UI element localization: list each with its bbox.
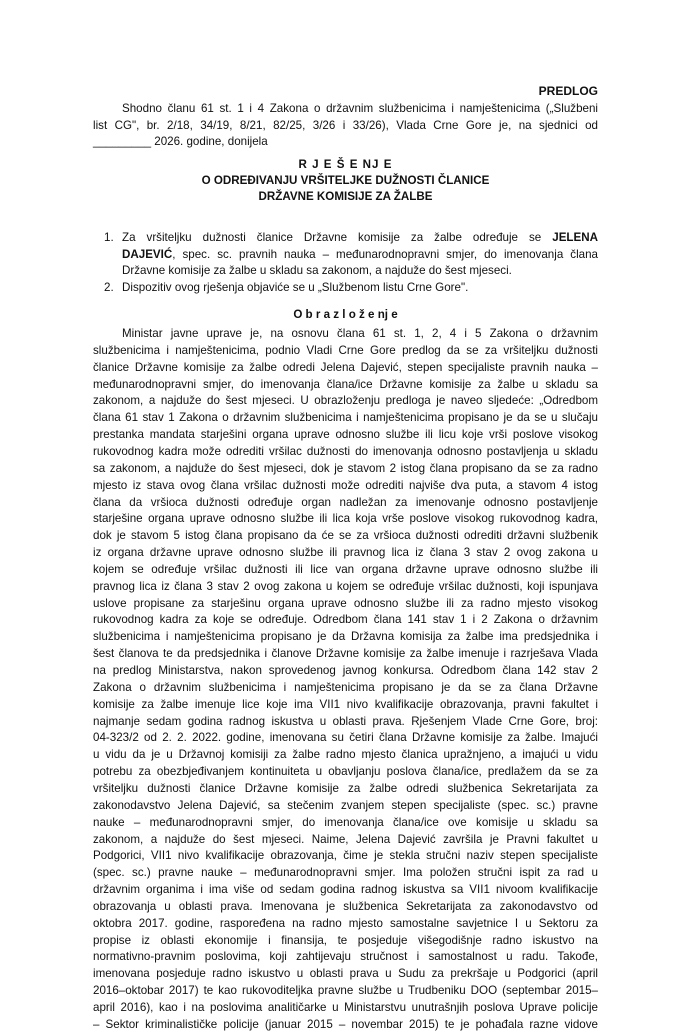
reasoning-line: mjesto iz stava ovog člana vršilac dužnosti može odrediti najviše dva puta, a stavom 4 istog (93, 478, 598, 492)
item-line: Državne komisije za žalbe u skladu sa zakonom, a najduže do šest mjeseci. (122, 264, 512, 278)
reasoning-line: propise iz oblasti ekonomije i finansija, te posjeduje višegodišnje radno iskustvo na (93, 933, 598, 947)
reasoning-line: najmanje sedam godina radnog iskustva u oblasti prava. Rješenjem Vlade Crne Gore, broj: (93, 714, 598, 728)
reasoning-line: rukovodnog kadra može odrediti vršilac dužnosti do imenovanja odnosno postavljenja u skladu (93, 444, 598, 458)
reasoning-line: obrazovanja u oblasti prava. Imenovana je službenica Sekretarijata za zakonodavstvo od (93, 899, 598, 913)
reasoning-line: šest članova te da predsjednika i članove Državne komisije za žalbe imenuje i razrješava Vlada (93, 647, 598, 661)
reasoning-line: potrebu za obezbjeđivanjem kontinuiteta u obavljanju poslova člana/ice, predlažem da se za (93, 765, 598, 779)
reasoning-line: Zakona o državnim službenicima i namještenicima propisano je da se za člana Državne (93, 680, 598, 694)
document-subtitle-2: DRŽAVNE KOMISIJE ZA ŽALBE (258, 190, 433, 203)
reasoning-line: zakonodavstvo Jelena Dajević, sa stečenim zvanjem stepen specijaliste (spec. sc.) pravne (93, 798, 598, 812)
reasoning-line: prestanka mandata starješini organa uprave odnosno službe ili licu koje vrši poslove visokog (93, 428, 598, 442)
reasoning-line: Ministar javne uprave je, na osnovu člana 61 st. 1, 2, 4 i 5 Zakona o državnim (122, 327, 598, 340)
preamble-line: Shodno članu 61 st. 1 i 4 Zakona o državnim službenicima i namještenicima („Službeni (122, 102, 598, 115)
reasoning-line: člana da vršioca dužnosti određuje organ nadležan za imenovanje odnosno postavljenje (93, 495, 598, 509)
preamble-line: _________ 2026. godine, donijela (93, 135, 268, 148)
reasoning-line: 04-323/2 od 2. 2. 2022. godine, imenovana su četiri člana Državne komisije za žalbe. Imajući (93, 731, 598, 745)
item-number: 1. (104, 231, 114, 244)
reasoning-heading: O b r a z l o ž e nj e (293, 308, 398, 321)
reasoning-line: starješine organa uprave odnosno službe ili lica koja vrše poslove visokog rukovodnog kadra, (93, 512, 598, 526)
reasoning-line: sa zakonom, a najduže do šest mjeseci, dok je stavom 2 istog člana propisano da se za radno (93, 461, 598, 475)
reasoning-line: u vidu da je u Državnoj komisiji za žalbe radno mjesto članica upražnjeno, a imajući u vidu (93, 748, 598, 762)
item-line: DAJEVIĆ, spec. sc. pravnih nauka – međunarodnopravni smjer, do imenovanja člana (122, 247, 598, 261)
reasoning-line: službenicima i namještenicima, podnio Vladi Crne Gore predlog da se za vršiteljku dužnosti (93, 343, 598, 357)
reasoning-line: iz organa državne uprave odnosno službe ili pravnog lica iz člana 3 stav 2 ovog zakona u (93, 546, 598, 560)
reasoning-line: zakonom, a najduže do šest mjeseci. Naime, Jelena Dajević završila je Pravni fakultet u (93, 832, 598, 846)
draft-label: PREDLOG (538, 84, 598, 98)
reasoning-line: službenicima i namještenicima propisano je da Državna komisija za žalbe ima predsjednika i (93, 630, 598, 644)
reasoning-line: međunarodnopravni smjer, do imenovanja člana/ice Državne komisije za žalbe u skladu sa (93, 377, 598, 391)
reasoning-line: vršiteljku dužnosti članice Državne komisije za žalbe odredi službenica Sekretarijata za (93, 781, 598, 795)
reasoning-line: člana 61 stav 1 Zakona o državnim službenicima i namještenicima propisano je da se u slučaju (93, 411, 598, 425)
reasoning-line: april 2016), kao i na poslovima analitičarke u Ministarstvu unutrašnjih poslova Uprave policije (93, 1001, 598, 1014)
reasoning-line: normativno-pravnim poslovima, koji zahtijevaju stručnost i samostalnost u radu. Takođe, (93, 950, 598, 964)
document-title: R J E Š E NJ E (298, 158, 393, 171)
reasoning-line: komisije za žalbe imenuje lice koje ima VII1 nivo kvalifikacije obrazovanja, pravni fakultet i (93, 697, 598, 711)
item-line: Dispozitiv ovog rješenja objaviće se u „Službenom listu Crne Gore". (122, 280, 469, 294)
bold-name: DAJEVIĆ (122, 247, 173, 261)
reasoning-line: nauke – međunarodnopravni smjer, do imenovanja člana/ice ove komisije u skladu sa (93, 815, 598, 829)
reasoning-line: kojem se određuje vršilac dužnosti ili lice van organa državne uprave odnosno službe ili (93, 562, 598, 576)
bold-name: JELENA (552, 231, 598, 244)
reasoning-line: – Sektor kriminalističke policije (januar 2015 – novembar 2015) te je pohađala razne vidove (93, 1017, 598, 1031)
reasoning-line: (spec. sc.) pravne nauke – međunarodnopravni smjer. Ima položen stručni ispit za rad u (93, 866, 598, 880)
item-line: Za vršiteljku dužnosti članice Državne komisije za žalbe određuje se JELENA (122, 231, 598, 244)
reasoning-line: 2016–oktobar 2017) te kao rukovoditeljka pravne službe u Trudbeniku DOO (septembar 2015– (93, 984, 598, 998)
reasoning-line: na predlog Ministarstva, nakon sprovedenog javnog konkursa. Odredbom člana 142 stav 2 (93, 664, 598, 677)
reasoning-line: pravnog lica iz člana 3 stav 2 ovog zakona u kojem se određuje vršilac dužnosti, koji ispunjava (93, 579, 598, 593)
reasoning-line: oktobra 2017. godine, raspoređena na radno mjesto samostalne savjetnice I u Sektoru za (93, 916, 598, 930)
reasoning-line: imenovana posjeduje radno iskustvo u oblasti prava u Sudu za prekršaje u Podgorici (april (93, 967, 598, 981)
reasoning-line: uslove propisane za starješinu organa uprave odnosno službe ili za radno mjesto visokog (93, 596, 598, 610)
reasoning-line: državnim organima i ima više od sedam godina radnog iskustva sa VII1 nivoom kvalifikacije (93, 883, 598, 897)
reasoning-line: rukovodnog kadra za koje se određuje. Odredbom člana 141 stav 1 i 2 Zakona o državnim (93, 613, 598, 627)
reasoning-line: dok je stavom 5 istog člana propisano da će se za vršioca dužnosti odrediti državni službenik (93, 529, 598, 543)
item-number: 2. (104, 280, 114, 294)
reasoning-line: Podgorici, VII1 nivo kvalifikacije obrazovanja, čime je stekla stručni naziv stepen specijaliste (93, 849, 598, 863)
reasoning-line: članice Državne komisije za žalbe odredi Jelena Dajević, stepen specijaliste pravnih nauka – (93, 360, 598, 374)
preamble-line: list CG", br. 2/18, 34/19, 8/21, 82/25, 3/26 i 33/26), Vlada Crne Gore je, na sjednici od (93, 118, 598, 132)
document-subtitle: O ODREĐIVANJU VRŠITELJKE DUŽNOSTI ČLANICE (201, 174, 490, 187)
reasoning-line: zakonom, a najduže do šest mjeseci. U obrazloženju predloga je naveo sljedeće: „Odredbom (93, 394, 598, 408)
